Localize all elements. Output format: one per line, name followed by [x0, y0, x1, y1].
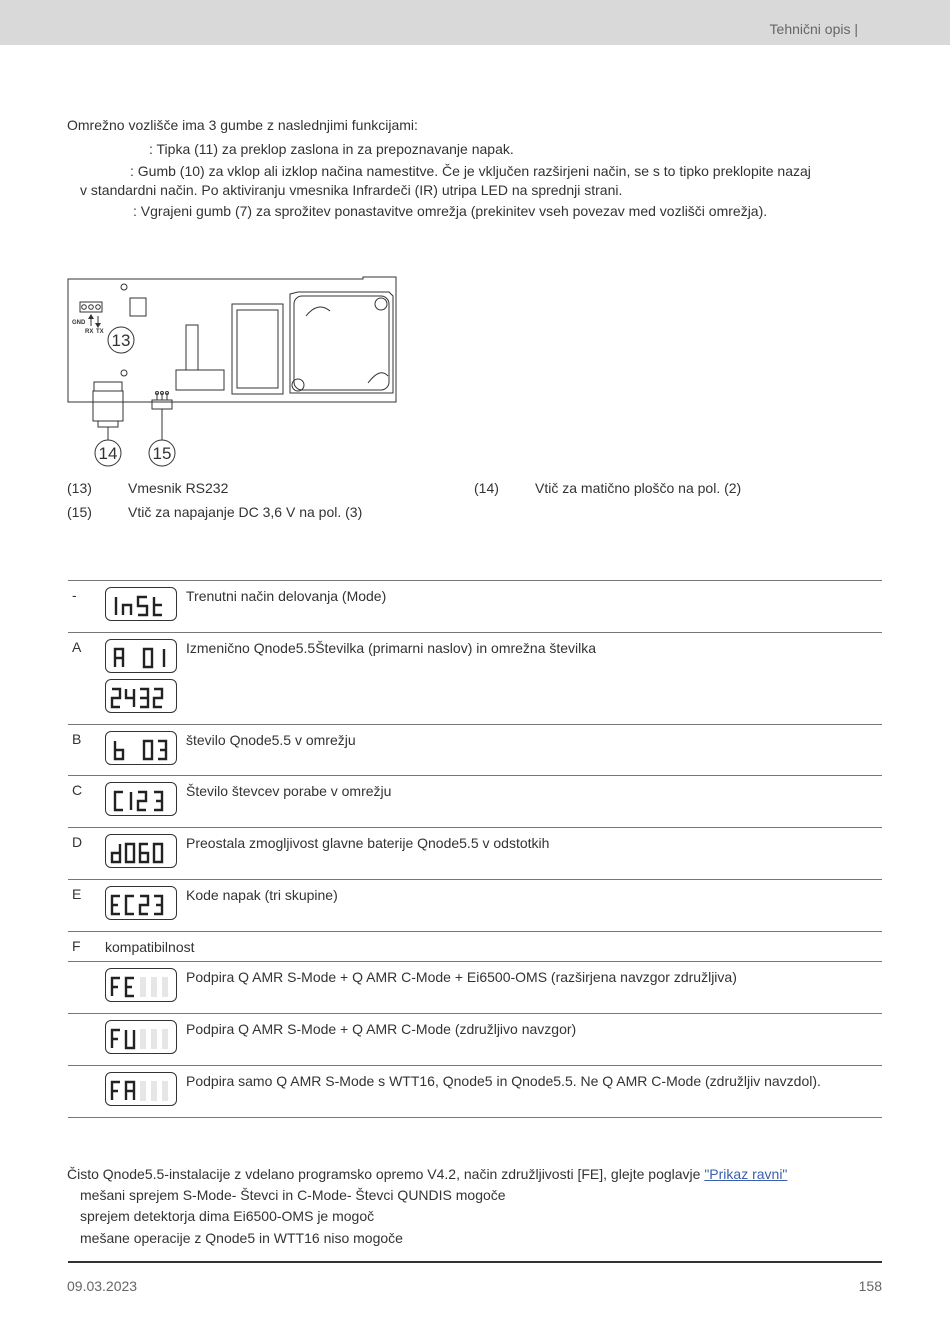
header-bar	[0, 0, 950, 45]
row-key: C	[72, 782, 83, 798]
callout-14: 14	[98, 444, 118, 463]
row-key: B	[72, 731, 82, 747]
callout-13: 13	[111, 331, 131, 350]
table-row	[68, 962, 882, 1014]
legend-text-15: Vtič za napajanje DC 3,6 V na pol. (3)	[128, 504, 363, 520]
table-row	[68, 776, 882, 828]
pin-label-rx: RX	[85, 329, 94, 335]
display-modes-table	[68, 580, 882, 1118]
note-item: mešane operacije z Qnode5 in WTT16 niso mogoče	[80, 1230, 403, 1246]
lcd-display	[105, 587, 177, 621]
header-title: Tehnični opis |	[769, 21, 858, 37]
row-description: Podpira samo Q AMR S-Mode s WTT16, Qnode5 in Qnode5.5. Ne Q AMR C-Mode (združljiv navzdol).	[186, 1073, 821, 1089]
lcd-display	[105, 679, 177, 713]
footer-divider	[68, 1261, 882, 1263]
circuit-board-diagram	[66, 275, 406, 470]
row-description: Število števcev porabe v omrežju	[186, 783, 392, 799]
chapter-link[interactable]: "Prikaz ravni"	[704, 1166, 788, 1182]
footer-date: 09.03.2023	[67, 1278, 138, 1294]
legend-text-14: Vtič za matično ploščo na pol. (2)	[535, 480, 742, 496]
note-item: sprejem detektorja dima Ei6500-OMS je mogoč	[80, 1208, 375, 1224]
row-key: F	[72, 938, 81, 954]
row-description: Podpira Q AMR S-Mode + Q AMR C-Mode + Ei6500-OMS (razširjena navzgor združljiva)	[186, 969, 737, 985]
note-text	[67, 1165, 787, 1184]
lcd-display	[105, 968, 177, 1002]
lcd-display	[105, 731, 177, 765]
intro-button-3: : Vgrajeni gumb (7) za sprožitev ponastavitve omrežja (prekinitev vseh povezav med vozlišči omrežja).	[133, 203, 768, 219]
row-key: A	[72, 639, 82, 655]
row-description: število Qnode5.5 v omrežju	[186, 732, 356, 748]
row-description: Kode napak (tri skupine)	[186, 887, 338, 903]
row-description: Preostala zmogljivost glavne baterije Qnode5.5 v odstotkih	[186, 835, 550, 851]
table-row	[68, 725, 882, 776]
note-line: Čisto Qnode5.5-instalacije z vdelano programsko opremo V4.2, način združljivosti [FE], glejte poglavje	[67, 1166, 705, 1182]
row-key: E	[72, 886, 82, 902]
callout-15: 15	[152, 444, 172, 463]
row-description: Izmenično Qnode5.5Številka (primarni naslov) in omrežna številka	[186, 640, 597, 656]
lcd-display	[105, 1072, 177, 1106]
pin-label-gnd: GND	[72, 320, 86, 326]
lcd-display	[105, 1020, 177, 1054]
row-description: kompatibilnost	[105, 939, 195, 955]
table-row	[68, 581, 882, 633]
table-row	[68, 1014, 882, 1066]
intro-button-2-line1: : Gumb (10) za vklop ali izklop načina namestitve. Če je vključen razširjeni način, se s to tipko preklopite nazaj	[130, 163, 811, 179]
pin-label-tx: TX	[96, 329, 104, 335]
intro-button-1: : Tipka (11) za preklop zaslona in za prepoznavanje napak.	[149, 141, 514, 157]
note-item: mešani sprejem S-Mode- Števci in C-Mode- Števci QUNDIS mogoče	[80, 1187, 506, 1203]
page-number: 158	[858, 1278, 882, 1294]
legend-num-13: (13)	[67, 480, 92, 496]
intro-button-2-line2: v standardni način. Po aktiviranju vmesnika Infrardeči (IR) utripa LED na sprednji strani.	[80, 182, 623, 198]
legend-text-13: Vmesnik RS232	[128, 480, 229, 496]
lcd-display	[105, 782, 177, 816]
row-key: D	[72, 834, 83, 850]
row-key: -	[72, 587, 77, 603]
legend-num-15: (15)	[67, 504, 92, 520]
table-row	[68, 880, 882, 932]
intro-lead: Omrežno vozlišče ima 3 gumbe z naslednjimi funkcijami:	[67, 117, 418, 133]
table-row	[68, 1066, 882, 1118]
lcd-display	[105, 639, 177, 673]
table-row	[68, 828, 882, 880]
table-row	[68, 932, 882, 962]
lcd-display	[105, 886, 177, 920]
lcd-display	[105, 834, 177, 868]
table-row	[68, 633, 882, 725]
row-description: Podpira Q AMR S-Mode + Q AMR C-Mode (združljivo navzgor)	[186, 1021, 577, 1037]
row-description: Trenutni način delovanja (Mode)	[186, 588, 387, 604]
legend-num-14: (14)	[474, 480, 499, 496]
